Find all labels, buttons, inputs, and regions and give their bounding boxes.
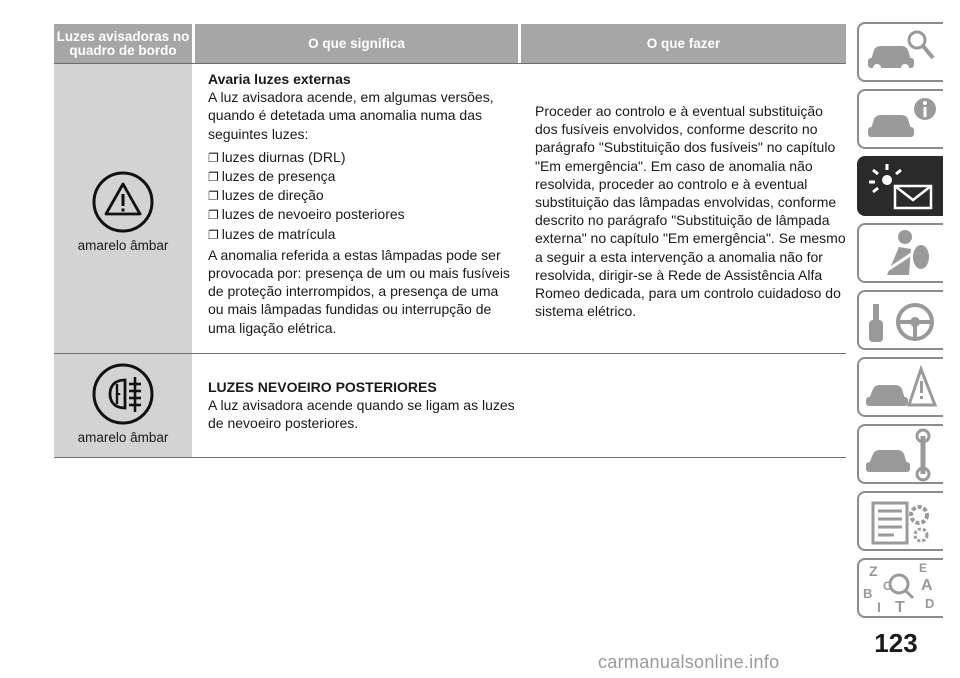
bullet-icon: ❐ bbox=[208, 170, 219, 185]
header-action: O que fazer bbox=[521, 24, 846, 63]
tab-car-search[interactable] bbox=[857, 22, 943, 82]
action-text: Proceder ao controlo e à eventual substituição dos fusíveis envolvidos, conforme descrito no parágrafo "Substituição dos fusíveis" no capítulo "Em emergência". Em caso de anomalia não resolvida, proceder ao controlo e à eventual substituição das lâmpadas envolvidas, conforme descrito no parágrafo "Substituição de lâmpada externa" no capítulo "Em emergência". Se mesmo a seguir a esta intervenção a anomalia não for resolvida, dirigir-se à Rede de Assistência Alfa Romeo dedicada, para um controlo cuidadoso do sistema elétrico. bbox=[535, 103, 846, 320]
table-header bbox=[54, 24, 846, 63]
list-item: ❐ luzes de presença bbox=[208, 168, 336, 185]
header-meaning: O que significa bbox=[195, 24, 518, 63]
tab-car-info[interactable] bbox=[857, 89, 943, 149]
car-maintenance-icon bbox=[859, 426, 943, 482]
list-item: ❐ luzes de direção bbox=[208, 187, 324, 204]
tab-warning-lights[interactable] bbox=[857, 156, 943, 216]
meaning-cell bbox=[208, 70, 514, 337]
bullet-icon: ❐ bbox=[208, 150, 219, 165]
icon-caption: amarelo âmbar bbox=[77, 430, 169, 445]
svg-text:A: A bbox=[921, 577, 933, 594]
svg-text:E: E bbox=[919, 561, 928, 575]
icon-caption: amarelo âmbar bbox=[77, 238, 169, 253]
meaning-intro: A luz avisadora acende quando se ligam as luzes de nevoeiro posteriores. bbox=[208, 397, 515, 432]
warning-triangle-icon bbox=[91, 170, 155, 234]
svg-text:I: I bbox=[877, 599, 881, 615]
rear-fog-light-icon bbox=[91, 362, 155, 426]
tab-safety[interactable] bbox=[857, 223, 943, 283]
index-icon bbox=[859, 560, 943, 616]
chapter-tabs bbox=[857, 0, 960, 678]
svg-text:C: C bbox=[883, 579, 892, 593]
meaning-cell bbox=[208, 378, 518, 433]
watermark: carmanualsonline.info bbox=[598, 652, 780, 672]
list-item: ❐ luzes diurnas (DRL) bbox=[208, 148, 346, 165]
icon-cell bbox=[54, 354, 192, 457]
svg-text:B: B bbox=[863, 586, 873, 601]
bullet-icon: ❐ bbox=[208, 189, 219, 204]
svg-text:D: D bbox=[925, 596, 935, 611]
tab-technical-data[interactable] bbox=[857, 491, 943, 551]
tab-emergency[interactable] bbox=[857, 357, 943, 417]
tab-maintenance[interactable] bbox=[857, 424, 943, 484]
meaning-title: Avaria luzes externas bbox=[208, 71, 351, 87]
list-item: ❐ luzes de matrícula bbox=[208, 225, 336, 242]
technical-data-icon bbox=[859, 493, 943, 549]
header-warning-lights: Luzes avisadoras no quadro de bordo bbox=[54, 24, 192, 63]
tab-index[interactable] bbox=[857, 558, 943, 618]
icon-cell bbox=[54, 64, 192, 353]
meaning-title: LUZES NEVOEIRO POSTERIORES bbox=[208, 379, 437, 395]
bullet-icon: ❐ bbox=[208, 208, 219, 223]
svg-text:T: T bbox=[895, 599, 905, 616]
svg-text:Z: Z bbox=[869, 563, 878, 579]
bullet-icon: ❐ bbox=[208, 227, 219, 242]
meaning-outro: A anomalia referida a estas lâmpadas pode ser provocada por: presença de um ou mais fusíveis de proteção interrompidos, a presença de uma ou mais lâmpadas fundidas ou interrupção de uma ligação elétrica. bbox=[208, 246, 510, 336]
key-steering-icon bbox=[859, 292, 943, 348]
airbag-safety-icon bbox=[859, 225, 943, 281]
tab-start-drive[interactable] bbox=[857, 290, 943, 350]
car-info-icon bbox=[859, 91, 943, 147]
warning-lights-icon bbox=[859, 158, 943, 214]
divider bbox=[54, 457, 846, 458]
car-search-icon bbox=[859, 24, 943, 80]
list-item: ❐ luzes de nevoeiro posteriores bbox=[208, 206, 405, 223]
emergency-crash-icon bbox=[859, 359, 943, 415]
meaning-intro: A luz avisadora acende, em algumas versões, quando é detetada uma anomalia numa das seguintes luzes: bbox=[208, 89, 494, 142]
page-number: 123 bbox=[874, 628, 918, 658]
